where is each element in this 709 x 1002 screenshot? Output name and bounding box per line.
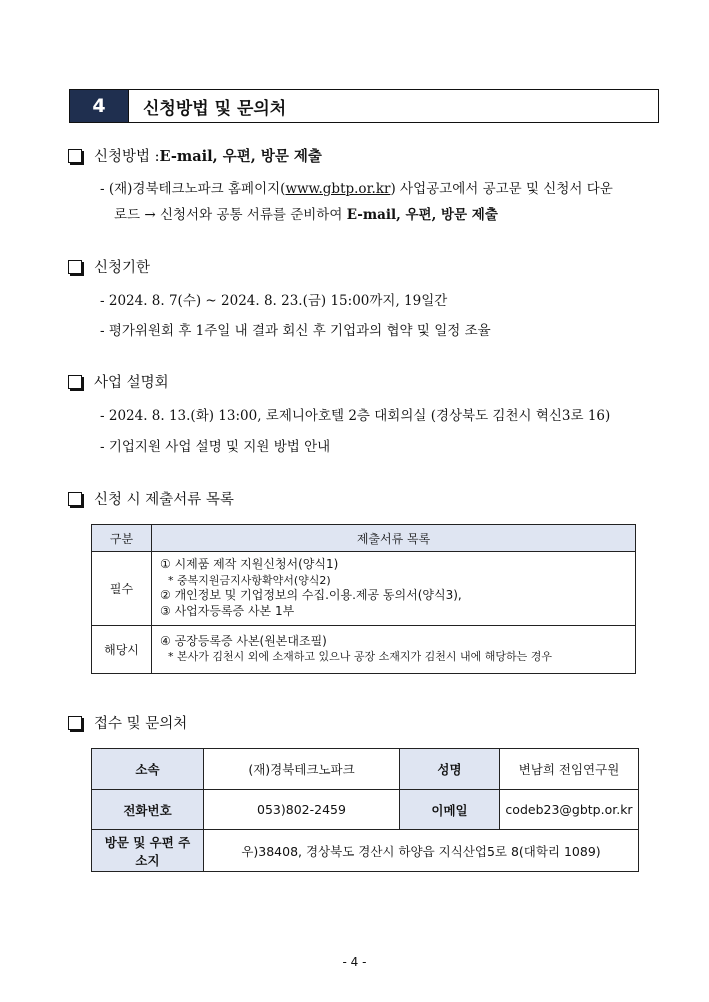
documents-col-category: 구분 — [92, 525, 152, 552]
documents-items — [152, 552, 636, 626]
email-value[interactable]: codeb23@gbtp.or.kr — [500, 790, 639, 830]
deadline-heading — [68, 256, 150, 277]
address-label: 방문 및 우편 주소지 — [92, 830, 204, 872]
affiliation-label: 소속 — [92, 749, 204, 790]
homepage-link[interactable]: www.gbtp.or.kr — [285, 181, 391, 197]
checkbox-icon — [68, 149, 82, 163]
name-value: 변남희 전임연구원 — [500, 749, 639, 790]
name-label: 성명 — [400, 749, 500, 790]
documents-heading-text: 신청 시 제출서류 목록 — [94, 492, 234, 508]
page-number: - 4 - — [342, 955, 367, 969]
table-row — [92, 552, 636, 626]
briefing-item: - 기업지원 사업 설명 및 지원 방법 안내 — [100, 439, 331, 455]
address-value: 우)38408, 경상북도 경산시 하양읍 지식산업5로 8(대학리 1089) — [204, 830, 639, 872]
table-row — [92, 749, 639, 790]
method-line2-bold: E-mail, 우편, 방문 제출 — [346, 207, 498, 223]
contact-table — [91, 748, 639, 872]
phone-value: 053)802-2459 — [204, 790, 400, 830]
briefing-heading — [68, 371, 169, 392]
document-line: ③ 사업자등록증 사본 1부 — [160, 603, 295, 618]
table-row — [92, 790, 639, 830]
method-heading-plain: 신청방법 : — [94, 149, 160, 165]
briefing-item: - 2024. 8. 13.(화) 13:00, 로제니아호텔 2층 대회의실 (경상북도 김천시 혁신3로 16) — [100, 408, 611, 424]
method-line1-end: ) 사업공고에서 공고문 및 신청서 다운 — [390, 181, 613, 197]
checkbox-icon — [68, 375, 82, 389]
method-line-2 — [114, 203, 498, 223]
checkbox-icon — [68, 260, 82, 274]
documents-category: 해당시 — [92, 626, 152, 674]
method-heading-bold: E-mail, 우편, 방문 제출 — [159, 148, 322, 165]
deadline-item: - 2024. 8. 7(수) ~ 2024. 8. 23.(금) 15:00까지, 19일간 — [100, 293, 448, 309]
deadline-heading-text: 신청기한 — [94, 260, 151, 276]
method-line2-start: 로드 → 신청서와 공통 서류를 준비하여 — [114, 207, 347, 223]
document-line: ② 개인정보 및 기업정보의 수집.이용.제공 동의서(양식3), — [160, 588, 462, 602]
briefing-heading-text: 사업 설명회 — [94, 375, 169, 391]
checkbox-icon — [68, 492, 82, 506]
section-header — [69, 89, 659, 123]
section-title: 신청방법 및 문의처 — [128, 90, 658, 122]
method-heading — [68, 145, 322, 166]
affiliation-value: (재)경북테크노파크 — [204, 749, 400, 790]
section-number: 4 — [70, 90, 128, 122]
method-line1-start: - (재)경북테크노파크 홈페이지( — [100, 181, 286, 197]
contact-heading-text: 접수 및 문의처 — [94, 716, 188, 732]
method-line-1 — [100, 177, 613, 197]
table-row — [92, 626, 636, 674]
checkbox-icon — [68, 716, 82, 730]
document-line: ④ 공장등록증 사본(원본대조필) — [160, 633, 327, 648]
phone-label: 전화번호 — [92, 790, 204, 830]
documents-heading — [68, 488, 234, 509]
table-row — [92, 830, 639, 872]
documents-items — [152, 626, 636, 674]
document-note: * 중복지원금지사항확약서(양식2) — [168, 573, 331, 587]
documents-table — [91, 524, 636, 674]
document-note: * 본사가 김천시 외에 소재하고 있으나 공장 소재지가 김천시 내에 해당하는 경우 — [168, 650, 552, 663]
document-line: ① 시제품 제작 지원신청서(양식1) — [160, 557, 339, 571]
deadline-item: - 평가위원회 후 1주일 내 결과 회신 후 기업과의 협약 및 일정 조율 — [100, 323, 491, 339]
email-label: 이메일 — [400, 790, 500, 830]
contact-heading — [68, 712, 187, 733]
documents-col-list: 제출서류 목록 — [152, 525, 636, 552]
documents-category: 필수 — [92, 552, 152, 626]
